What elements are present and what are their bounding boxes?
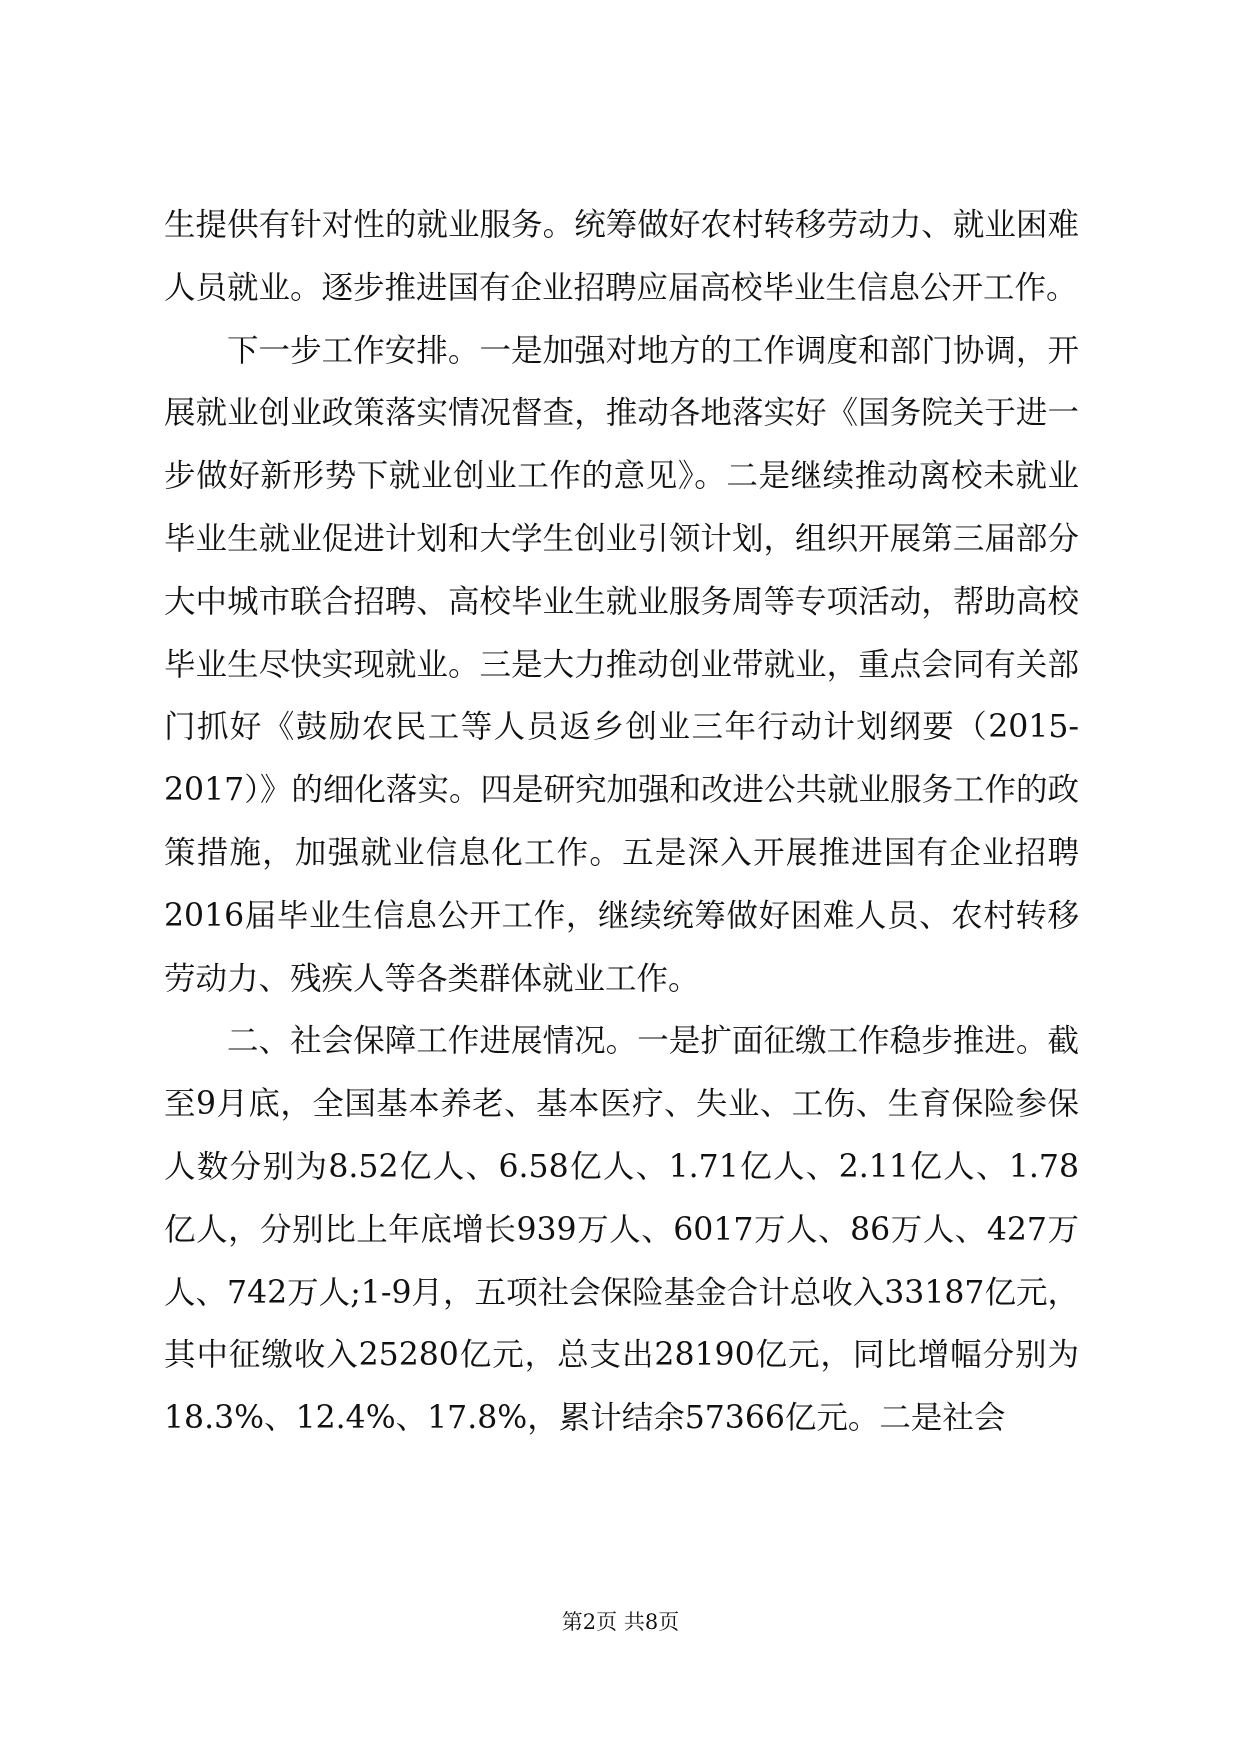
body-text bbox=[164, 194, 1079, 1450]
paragraph-2: 下一步工作安排。一是加强对地方的工作调度和部门协调，开展就业创业政策落实情况督查，推动各地落实好《国务院关于进一步做好新形势下就业创业工作的意见》。二是继续推动离校未就业毕业生就业促进计划和大学生创业引领计划，组织开展第三届部分大中城市联合招聘、高校毕业生就业服务周等专项活动，帮助高校毕业生尽快实现就业。三是大力推动创业带就业，重点会同有关部门抓好《鼓励农民工等人员返乡创业三年行动计划纲要（2015-2017）》的细化落实。四是研究加强和改进公共就业服务工作的政策措施，加强就业信息化工作。五是深入开展推进国有企业招聘2016届毕业生信息公开工作，继续统筹做好困难人员、农村转移劳动力、残疾人等各类群体就业工作。 bbox=[164, 332, 1079, 997]
paragraph-1: 生提供有针对性的就业服务。统筹做好农村转移劳动力、就业困难人员就业。逐步推进国有企业招聘应届高校毕业生信息公开工作。 bbox=[164, 207, 1079, 306]
page-number-footer: 第2页 共8页 bbox=[561, 1610, 680, 1634]
paragraph-3: 二、社会保障工作进展情况。一是扩面征缴工作稳步推进。截至9月底，全国基本养老、基本医疗、失业、工伤、生育保险参保人数分别为8.52亿人、6.58亿人、1.71亿人、2.11亿人、1.78亿人，分别比上年底增长939万人、6017万人、86万人、427万人、742万人;1-9月，五项社会保险基金合计总收入33187亿元，其中征缴收入25280亿元，总支出28190亿元，同比增幅分别为18.3%、12.4%、17.8%，累计结余57366亿元。二是社会 bbox=[164, 1023, 1079, 1437]
